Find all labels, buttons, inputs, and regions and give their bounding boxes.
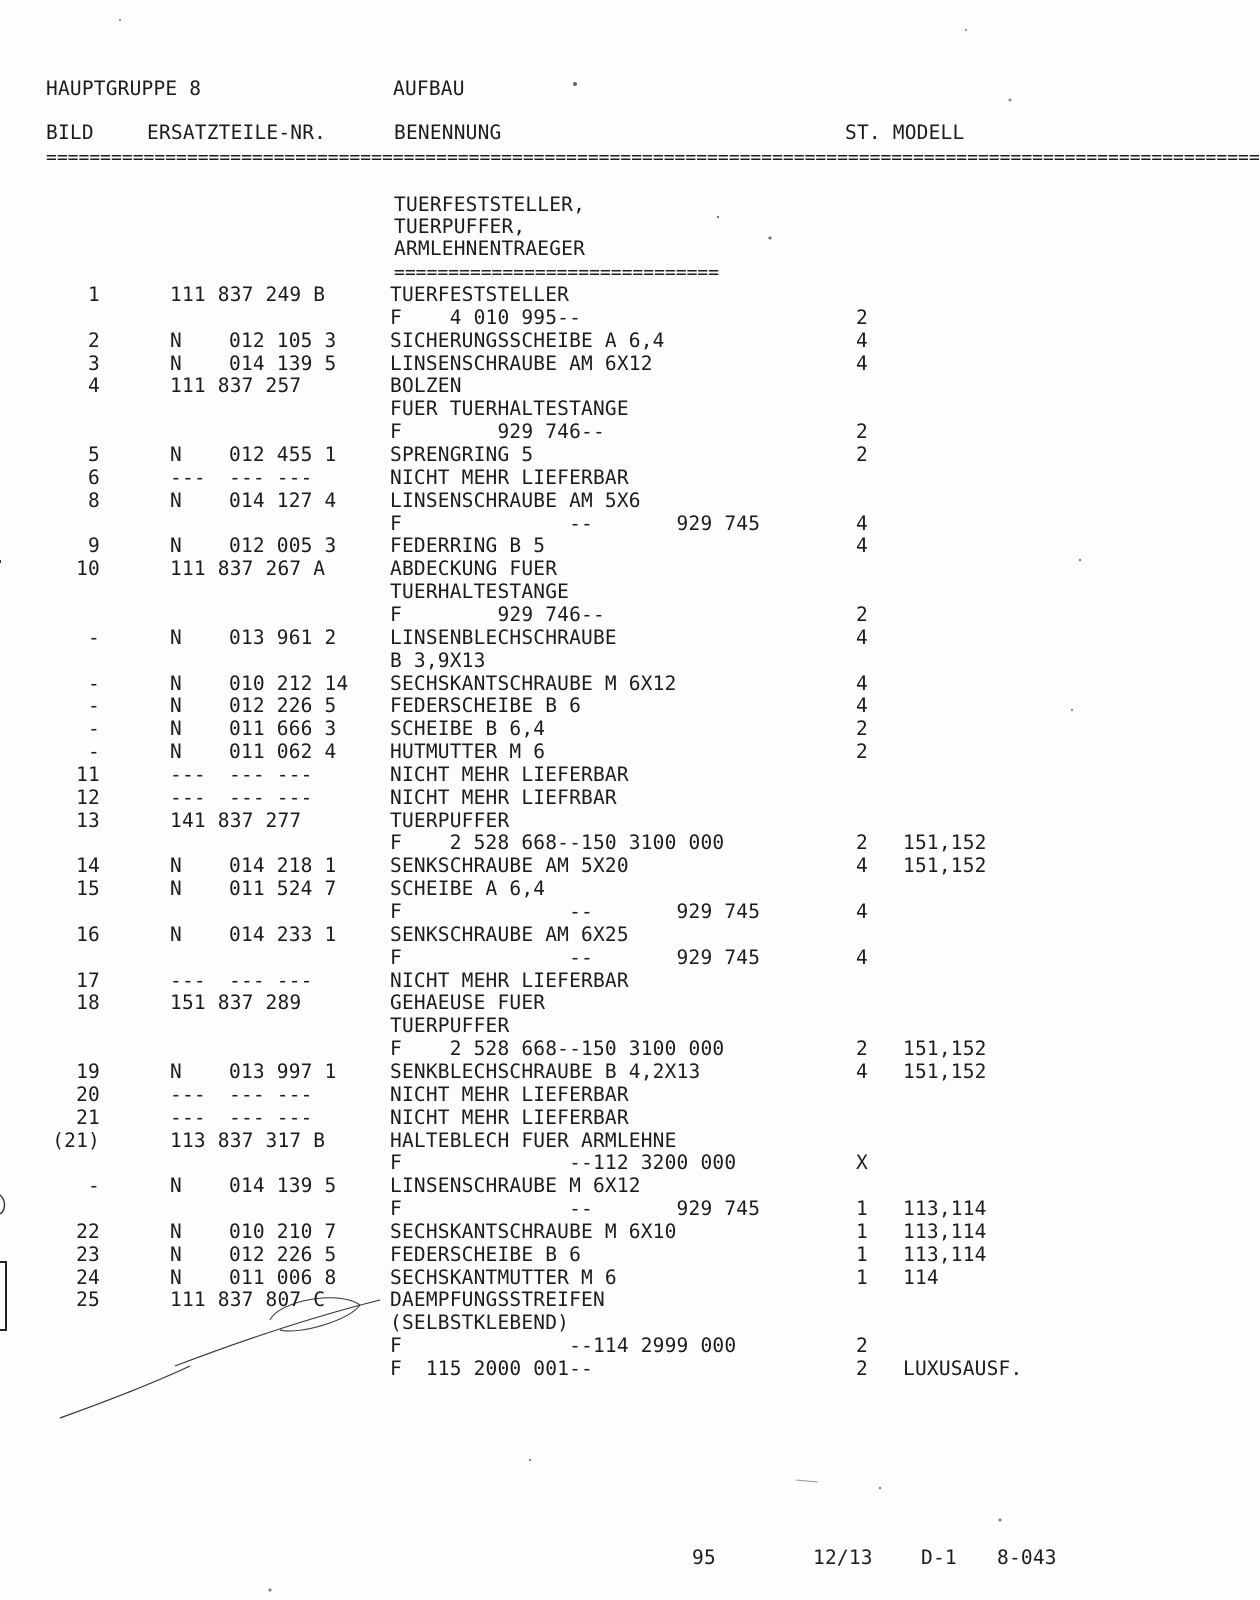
part-number: 013 961 2 xyxy=(229,625,337,649)
quantity: 4 xyxy=(856,534,868,558)
part-name: SCHEIBE B 6,4 xyxy=(390,717,546,741)
part-number: 014 233 1 xyxy=(229,922,337,946)
part-name: HUTMUTTER M 6 xyxy=(390,740,546,763)
model: 113,114 xyxy=(903,1197,987,1220)
part-prefix: --- xyxy=(170,1105,206,1129)
item-number: 9 xyxy=(88,534,100,558)
quantity: 2 xyxy=(856,831,868,855)
part-name: B 3,9X13 xyxy=(390,648,486,672)
part-name: NICHT MEHR LIEFERBAR xyxy=(390,1082,629,1106)
part-name: FEDERRING B 5 xyxy=(390,534,546,558)
model: 113,114 xyxy=(903,1219,987,1243)
item-number: 11 xyxy=(76,762,100,786)
quantity: 2 xyxy=(856,717,868,741)
column-header-bild: BILD xyxy=(46,121,94,144)
item-number: 6 xyxy=(88,465,100,489)
item-number: - xyxy=(88,740,100,763)
part-name: F --112 3200 000 xyxy=(390,1151,737,1175)
part-prefix: N xyxy=(170,717,182,741)
item-number: 13 xyxy=(76,808,100,832)
part-name: SENKSCHRAUBE AM 5X20 xyxy=(390,854,629,878)
part-prefix: N xyxy=(170,443,182,466)
model: 151,152 xyxy=(903,1059,987,1083)
quantity: 2 xyxy=(856,1334,868,1358)
item-number: 15 xyxy=(76,877,100,901)
model: 151,152 xyxy=(903,1037,987,1061)
part-number: 011 524 7 xyxy=(229,877,337,901)
quantity: 4 xyxy=(856,625,868,649)
part-name: TUERHALTESTANGE xyxy=(390,580,570,603)
part-number: --- --- xyxy=(229,1082,313,1106)
part-prefix: N xyxy=(170,694,182,718)
part-name: F -- 929 745 xyxy=(390,1197,761,1220)
quantity: 2 xyxy=(856,420,868,444)
part-prefix: N xyxy=(170,1219,182,1243)
part-name: F 2 528 668--150 3100 000 xyxy=(390,1037,725,1061)
part-name: LINSENSCHRAUBE AM 6X12 xyxy=(390,351,653,375)
item-number: 10 xyxy=(76,557,100,581)
quantity: 2 xyxy=(856,602,868,626)
part-name: HALTEBLECH FUER ARMLEHNE xyxy=(390,1128,677,1152)
part-name: SECHSKANTSCHRAUBE M 6X12 xyxy=(390,671,677,695)
part-name: FUER TUERHALTESTANGE xyxy=(390,397,629,421)
part-name: SENKSCHRAUBE AM 6X25 xyxy=(390,922,629,946)
quantity: 2 xyxy=(856,740,868,763)
part-number: 111 837 257 xyxy=(170,374,302,398)
part-name: BOLZEN xyxy=(390,374,462,398)
page-number: 95 xyxy=(692,1546,716,1569)
part-name: F --114 2999 000 xyxy=(390,1334,737,1358)
part-name: GEHAEUSE FUER xyxy=(390,991,546,1015)
quantity: 4 xyxy=(856,1059,868,1083)
part-name: SENKBLECHSCHRAUBE B 4,2X13 xyxy=(390,1059,701,1083)
part-name: NICHT MEHR LIEFERBAR xyxy=(390,762,629,786)
part-number: 014 218 1 xyxy=(229,854,337,878)
item-number: 12 xyxy=(76,785,100,809)
part-name: LINSENBLECHSCHRAUBE xyxy=(390,625,617,649)
item-number: 4 xyxy=(88,374,100,398)
part-name: F -- 929 745 xyxy=(390,900,761,923)
part-prefix: --- xyxy=(170,968,206,992)
subsection-title-line: ARMLEHNENTRAEGER xyxy=(394,237,586,260)
quantity: 2 xyxy=(856,1357,868,1380)
part-number: 111 837 249 B xyxy=(170,283,326,306)
part-name: F 929 746-- xyxy=(390,602,605,626)
issue-date: 12/13 xyxy=(813,1546,873,1569)
subsection-title-line: TUERFESTSTELLER, xyxy=(394,193,586,216)
part-prefix: N xyxy=(170,1242,182,1266)
part-number: 012 226 5 xyxy=(229,694,337,718)
part-number: 012 105 3 xyxy=(229,328,337,352)
part-prefix: N xyxy=(170,625,182,649)
item-number: 1 xyxy=(88,283,100,306)
quantity: 2 xyxy=(856,305,868,329)
part-name: TUERPUFFER xyxy=(390,808,510,832)
model: 114 xyxy=(903,1265,939,1289)
model: 151,152 xyxy=(903,831,987,855)
part-name: F 929 746-- xyxy=(390,420,605,444)
model: 151,152 xyxy=(903,854,987,878)
part-name: TUERPUFFER xyxy=(390,1014,510,1038)
part-number: 151 837 289 xyxy=(170,991,302,1015)
catalog-code: D-1 xyxy=(921,1546,957,1569)
part-prefix: N xyxy=(170,488,182,512)
part-name: NICHT MEHR LIEFERBAR xyxy=(390,1105,629,1129)
item-number: 20 xyxy=(76,1082,100,1106)
part-name: DAEMPFUNGSSTREIFEN xyxy=(390,1288,605,1312)
part-prefix: --- xyxy=(170,1082,206,1106)
part-prefix: N xyxy=(170,534,182,558)
part-name: (SELBSTKLEBEND) xyxy=(390,1311,570,1335)
item-number: 23 xyxy=(76,1242,100,1266)
part-number: 010 210 7 xyxy=(229,1219,337,1243)
column-header-qty-model: ST. MODELL xyxy=(845,121,965,144)
item-number: 8 xyxy=(88,488,100,512)
subsection-title-line: TUERPUFFER, xyxy=(394,215,526,238)
part-number: 011 666 3 xyxy=(229,717,337,741)
item-number: 17 xyxy=(76,968,100,992)
column-header-part-number: ERSATZTEILE-NR. xyxy=(147,121,327,144)
part-name: F 2 528 668--150 3100 000 xyxy=(390,831,725,855)
part-name: F -- 929 745 xyxy=(390,511,761,535)
quantity: 4 xyxy=(856,900,868,923)
part-name: SICHERUNGSSCHEIBE A 6,4 xyxy=(390,328,665,352)
part-prefix: N xyxy=(170,877,182,901)
part-number: 014 139 5 xyxy=(229,1174,337,1198)
part-number: --- --- xyxy=(229,785,313,809)
item-number: 19 xyxy=(76,1059,100,1083)
part-name: NICHT MEHR LIEFERBAR xyxy=(390,968,629,992)
item-number: 22 xyxy=(76,1219,100,1243)
part-number: --- --- xyxy=(229,1105,313,1129)
part-name: LINSENSCHRAUBE AM 5X6 xyxy=(390,488,641,512)
quantity: X xyxy=(856,1151,868,1175)
part-name: LINSENSCHRAUBE M 6X12 xyxy=(390,1174,641,1198)
part-number: 011 006 8 xyxy=(229,1265,337,1289)
part-number: 113 837 317 B xyxy=(170,1128,326,1152)
quantity: 2 xyxy=(856,1037,868,1061)
part-prefix: N xyxy=(170,671,182,695)
part-number: --- --- xyxy=(229,465,313,489)
section-heading: AUFBAU xyxy=(393,77,465,100)
quantity: 1 xyxy=(856,1219,868,1243)
part-name: SPRENGRING 5 xyxy=(390,443,534,466)
quantity: 2 xyxy=(856,443,868,466)
part-name: ABDECKUNG FUER xyxy=(390,557,558,581)
item-number: 24 xyxy=(76,1265,100,1289)
part-name: SECHSKANTSCHRAUBE M 6X10 xyxy=(390,1219,677,1243)
part-name: F -- 929 745 xyxy=(390,945,761,969)
part-number: 014 127 4 xyxy=(229,488,337,512)
part-name: SECHSKANTMUTTER M 6 xyxy=(390,1265,617,1289)
part-prefix: N xyxy=(170,1265,182,1289)
part-number: 013 997 1 xyxy=(229,1059,337,1083)
part-name: NICHT MEHR LIEFRBAR xyxy=(390,785,617,809)
part-name: NICHT MEHR LIEFERBAR xyxy=(390,465,629,489)
item-number: 14 xyxy=(76,854,100,878)
item-number: 5 xyxy=(88,443,100,466)
part-number: 141 837 277 xyxy=(170,808,302,832)
quantity: 4 xyxy=(856,511,868,535)
quantity: 4 xyxy=(856,351,868,375)
item-number: 25 xyxy=(76,1288,100,1312)
part-prefix: N xyxy=(170,854,182,878)
quantity: 4 xyxy=(856,694,868,718)
part-prefix: N xyxy=(170,922,182,946)
quantity: 1 xyxy=(856,1197,868,1220)
column-header-name: BENENNUNG xyxy=(394,121,502,144)
part-prefix: N xyxy=(170,1174,182,1198)
item-number: - xyxy=(88,671,100,695)
part-name: FEDERSCHEIBE B 6 xyxy=(390,694,582,718)
part-prefix: --- xyxy=(170,465,206,489)
part-number: --- --- xyxy=(229,968,313,992)
part-name: TUERFESTSTELLER xyxy=(390,283,570,306)
part-number: 010 212 14 xyxy=(229,671,349,695)
item-number: - xyxy=(88,694,100,718)
main-group-heading: HAUPTGRUPPE 8 xyxy=(46,77,202,100)
quantity: 4 xyxy=(856,671,868,695)
item-number: 2 xyxy=(88,328,100,352)
part-name: F 4 010 995-- xyxy=(390,305,582,329)
part-number: 014 139 5 xyxy=(229,351,337,375)
item-number: 18 xyxy=(76,991,100,1015)
quantity: 4 xyxy=(856,854,868,878)
item-number: - xyxy=(88,625,100,649)
part-prefix: N xyxy=(170,328,182,352)
part-prefix: --- xyxy=(170,785,206,809)
part-number: 012 455 1 xyxy=(229,443,337,466)
sheet-code: 8-043 xyxy=(997,1546,1057,1569)
part-prefix: N xyxy=(170,740,182,763)
item-number: 21 xyxy=(76,1105,100,1129)
item-number: 16 xyxy=(76,922,100,946)
header-separator: ================================================================================================================ xyxy=(46,147,1260,168)
part-prefix: N xyxy=(170,351,182,375)
quantity: 1 xyxy=(856,1265,868,1289)
part-prefix: N xyxy=(170,1059,182,1083)
part-name: FEDERSCHEIBE B 6 xyxy=(390,1242,582,1266)
item-number: 3 xyxy=(88,351,100,375)
part-name: SCHEIBE A 6,4 xyxy=(390,877,546,901)
subsection-underline: ============================== xyxy=(394,262,720,283)
part-number: 111 837 807 C xyxy=(170,1288,326,1312)
model: LUXUSAUSF. xyxy=(903,1357,1023,1380)
item-number: - xyxy=(88,1174,100,1198)
model: 113,114 xyxy=(903,1242,987,1266)
quantity: 1 xyxy=(856,1242,868,1266)
part-name: F 115 2000 001-- xyxy=(390,1357,593,1380)
part-number: 011 062 4 xyxy=(229,740,337,763)
part-number: 012 005 3 xyxy=(229,534,337,558)
part-number: 111 837 267 A xyxy=(170,557,326,581)
part-number: --- --- xyxy=(229,762,313,786)
part-prefix: --- xyxy=(170,762,206,786)
item-number: - xyxy=(88,717,100,741)
part-number: 012 226 5 xyxy=(229,1242,337,1266)
item-number: (21) xyxy=(52,1128,100,1152)
quantity: 4 xyxy=(856,328,868,352)
quantity: 4 xyxy=(856,945,868,969)
